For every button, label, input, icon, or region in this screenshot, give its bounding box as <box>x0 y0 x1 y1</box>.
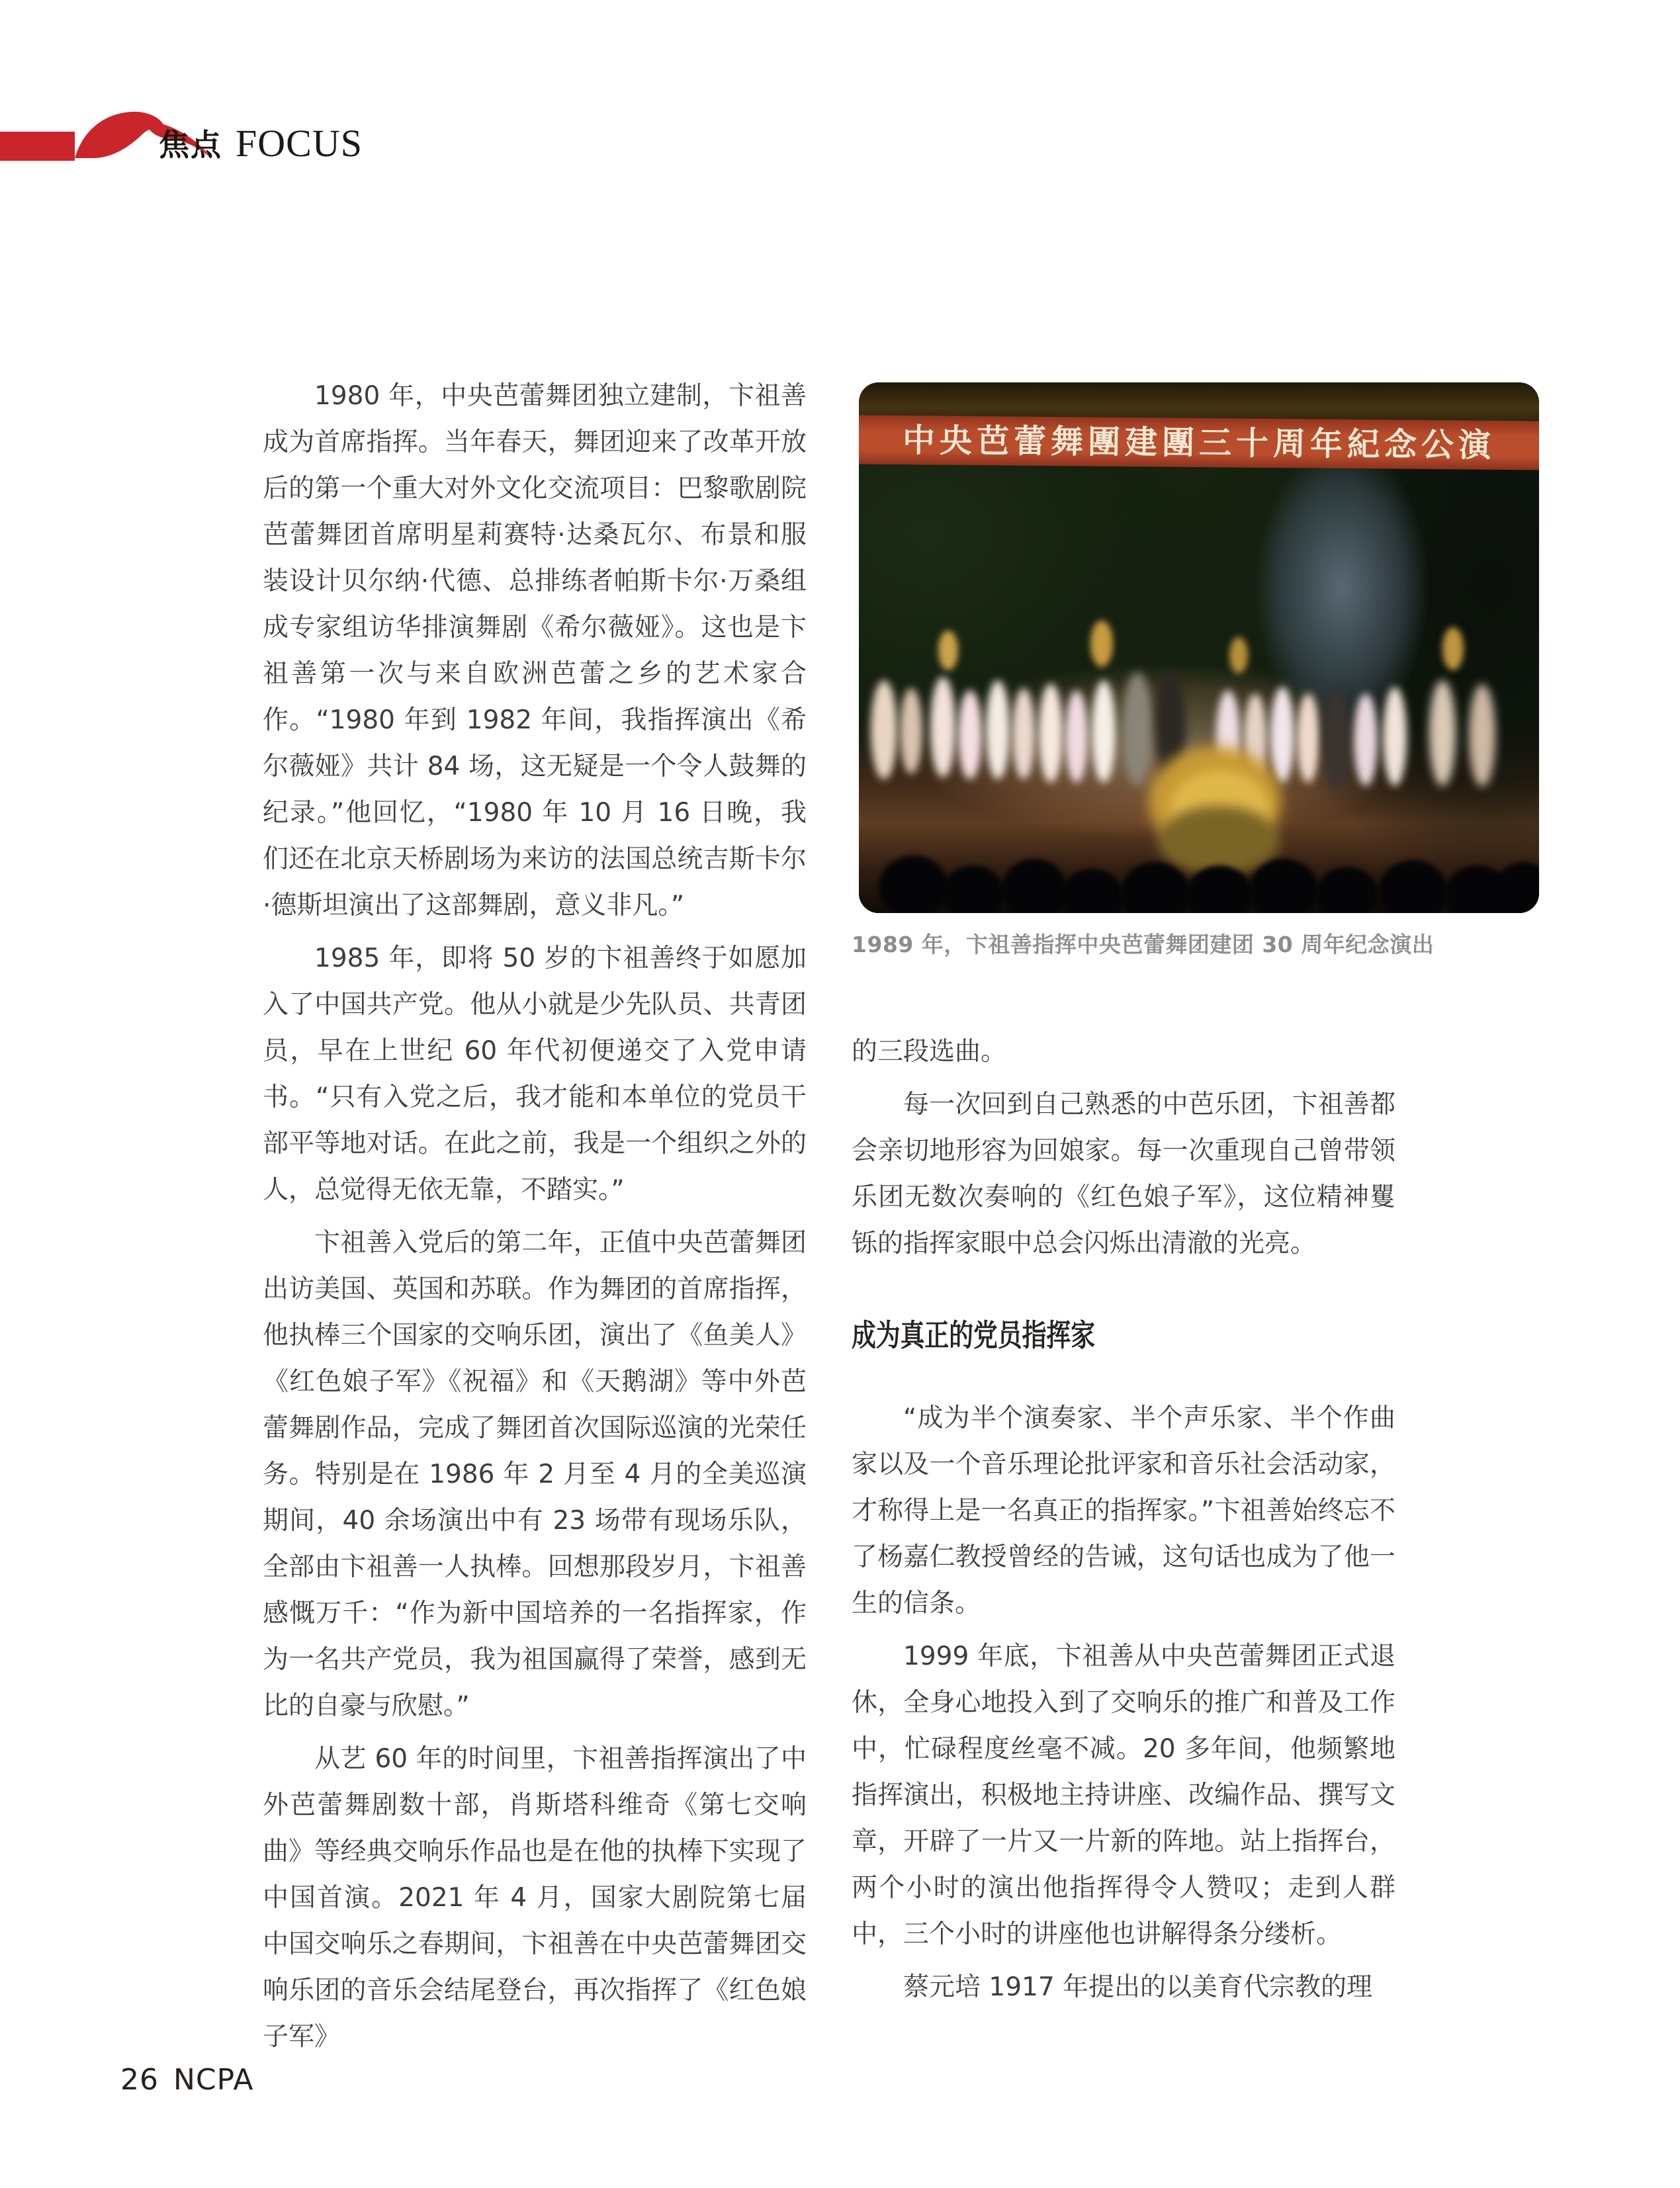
photo-decor-blob <box>986 680 1010 779</box>
section-heading: 成为真正的党员指挥家 <box>852 1317 1095 1353</box>
paragraph: 1980 年，中央芭蕾舞团独立建制，卞祖善成为首席指挥。当年春天，舞团迎来了改革开放后的第一个重大对外文化交流项目：巴黎歌剧院芭蕾舞团首席明星莉赛特·达桑瓦尔、布景和服装设计贝尔纳·代德、总排练者帕斯卡尔·万桑组成专家组访华排演舞剧《希尔薇娅》。这也是卞祖善第一次与来自欧洲芭蕾之乡的艺术家合作。“1980 年到 1982 年间，我指挥演出《希尔薇娅》共计 84 场，这无疑是一个令人鼓舞的纪录。”他回忆，“1980 年 10 月 16 日晚，我们还在北京天桥剧场为来访的法国总统吉斯卡尔·德斯坦演出了这部舞剧，意义非凡。” <box>263 381 807 920</box>
photo-decor-blob <box>1297 693 1319 783</box>
photo-decor-blob <box>1229 637 1248 674</box>
photo-decor-blob <box>942 865 1004 913</box>
photo-decor-blob <box>1122 672 1153 786</box>
photo-decor-blob <box>1012 688 1035 779</box>
paragraph: 卞祖善入党后的第二年，正值中央芭蕾舞团出访美国、英国和苏联。作为舞团的首席指挥，他执棒三个国家的交响乐团，演出了《鱼美人》《红色娘子军》《祝福》和《天鹅湖》等中外芭蕾舞剧作品，完成了舞团首次国际巡演的光荣任务。特别是在 1986 年 2 月至 4 月的全美巡演期间，40 余场演出中有 23 场带有现场乐队，全部由卞祖善一人执棒。回想那段岁月，卞祖善感慨万千：“作为新中国培养的一名指挥家，作为一名共产党员，我为祖国赢得了荣誉，感到无比的自豪与欣慰。” <box>263 1228 807 1721</box>
photo-decor-blob <box>879 855 948 913</box>
photo-decor-blob <box>1039 683 1063 783</box>
photo-banner <box>859 415 1539 470</box>
photo-decor-blob <box>1469 684 1495 787</box>
photo-banner-text: 中央芭蕾舞團建團三十周年紀念公演 <box>902 421 1496 464</box>
photo-decor-blob <box>1001 859 1067 913</box>
photo-decor-blob <box>958 690 982 779</box>
photo-decor-blob <box>1120 862 1190 913</box>
photo-decor-blob <box>1442 627 1464 670</box>
footer-brand: NCPA <box>173 2063 254 2097</box>
photo-decor-blob <box>1378 860 1448 913</box>
photo-decor-blob <box>930 677 955 777</box>
photo-top-curtain <box>859 382 1539 421</box>
paragraph: 从艺 60 年的时间里，卞祖善指挥演出了中外芭蕾舞剧数十部，肖斯塔科维奇《第七交响曲》等经典交响乐作品也是在他的执棒下实现了中国首演。2021 年 4 月，国家大剧院第七届中国交响乐之春期间，卞祖善在中央芭蕾舞团交响乐团的音乐会结尾登台，再次指挥了《红色娘子军》 <box>263 1744 807 2052</box>
stage-photo <box>859 382 1539 913</box>
photo-decor-blob <box>1315 867 1378 913</box>
photo-decor-blob <box>1323 689 1350 790</box>
article-left-column <box>263 373 807 2067</box>
photo-decor-blob <box>1061 869 1124 913</box>
photo-stage-scene <box>859 462 1539 913</box>
photo-decor-blob <box>900 688 922 774</box>
photo-decor-blob <box>1090 621 1113 667</box>
paragraph: 每一次回到自己熟悉的中芭乐团，卞祖善都会亲切地形容为回娘家。每一次重现自己曾带领乐团无数次奏响的《红色娘子军》，这位精神矍铄的指挥家眼中总会闪烁出清澈的光亮。 <box>852 1090 1395 1258</box>
paragraph: 蔡元培 1917 年提出的以美育代宗教的理 <box>903 1972 1373 2002</box>
section-tag-english: FOCUS <box>236 122 363 165</box>
page-footer <box>120 2063 254 2097</box>
paragraph: 的三段选曲。 <box>852 1037 1007 1067</box>
photo-decor-blob <box>1383 687 1407 786</box>
page-number: 26 <box>120 2063 159 2097</box>
photo-decor-blob <box>1354 693 1378 786</box>
section-tag-chinese: 焦点 <box>159 127 222 163</box>
photo-decor-blob <box>1270 687 1294 783</box>
photo-decor-blob <box>1429 680 1456 786</box>
paragraph: 1985 年，即将 50 岁的卞祖善终于如愿加入了中国共产党。他从小就是少先队员、共青团员，早在上世纪 60 年代初便递交了入党申请书。“只有入党之后，我才能和本单位的党员干部平等地对话。在此之前，我是一个组织之外的人，总觉得无依无靠，不踏实。” <box>263 943 807 1205</box>
photo-decor-blob <box>871 680 897 779</box>
paragraph: “成为半个演奏家、半个声乐家、半个作曲家以及一个音乐理论批评家和音乐社会活动家，才称得上是一名真正的指挥家。”卞祖善始终忘不了杨嘉仁教授曾经的告诫，这句话也成为了他一生的信条。 <box>852 1403 1395 1618</box>
photo-decor-blob <box>1092 680 1116 783</box>
photo-decor-blob <box>938 631 958 670</box>
photo-decor-blob <box>1494 862 1539 913</box>
photo-decor-blob <box>1249 859 1319 913</box>
photo-decor-blob <box>1065 690 1088 783</box>
paragraph: 1999 年底，卞祖善从中央芭蕾舞团正式退休，全身心地投入到了交响乐的推广和普及工作中，忙碌程度丝毫不减。20 多年间，他频繁地指挥演出，积极地主持讲座、改编作品、撰写文章，开辟了一片又一片新的阵地。站上指挥台，两个小时的演出他指挥得令人赞叹；走到人群中，三个小时的讲座他也讲解得条分缕析。 <box>852 1641 1395 1949</box>
photo-caption: 1989 年，卞祖善指挥中央芭蕾舞团建团 30 周年纪念演出 <box>852 932 1435 957</box>
article-right-column <box>852 1029 1395 2017</box>
header-red-bar <box>0 132 75 161</box>
